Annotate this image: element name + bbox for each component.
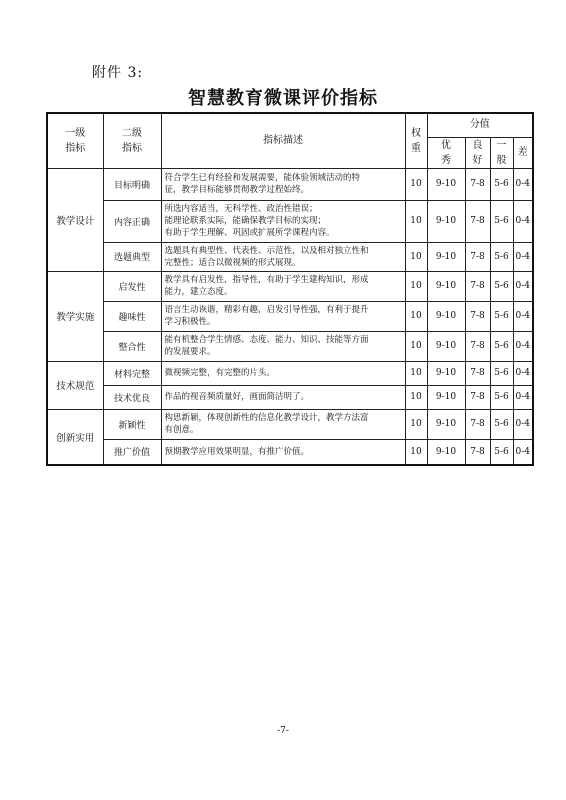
level2-cell: 推广价值 [103, 439, 161, 465]
level1-cell: 技术规范 [47, 361, 103, 409]
description-cell: 作品的视音频质量好，画面简洁明了。 [161, 385, 405, 409]
score-cell: 9-10 [427, 439, 465, 465]
score-cell: 9-10 [427, 168, 465, 200]
level2-cell: 技术优良 [103, 385, 161, 409]
score-cell: 0-4 [513, 439, 533, 465]
score-cell: 5-6 [490, 361, 513, 385]
score-cell: 5-6 [490, 200, 513, 242]
score-cell: 9-10 [427, 242, 465, 271]
score-cell: 7-8 [465, 301, 490, 331]
score-cell: 7-8 [465, 439, 490, 465]
level2-cell: 新颖性 [103, 409, 161, 439]
weight-cell: 10 [405, 409, 427, 439]
description-cell: 能有机整合学生情感、态度、能力、知识、技能等方面 的发展要求。 [161, 331, 405, 361]
score-cell: 9-10 [427, 361, 465, 385]
score-cell: 0-4 [513, 361, 533, 385]
score-cell: 7-8 [465, 361, 490, 385]
score-cell: 5-6 [490, 242, 513, 271]
description-cell: 所选内容适当，无科学性、政治性错误； 能理论联系实际，能确保教学目标的实现； 有助于学生理解、巩固或扩展所学课程内容。 [161, 200, 405, 242]
weight-cell: 10 [405, 439, 427, 465]
score-cell: 5-6 [490, 271, 513, 301]
table-row [47, 200, 533, 242]
score-cell: 9-10 [427, 385, 465, 409]
level1-cell: 创新实用 [47, 409, 103, 465]
page-number: -7- [277, 726, 289, 736]
table-row [47, 242, 533, 271]
score-cell: 0-4 [513, 200, 533, 242]
score-cell: 9-10 [427, 331, 465, 361]
score-cell: 5-6 [490, 331, 513, 361]
level1-cell: 教学实施 [47, 271, 103, 361]
score-cell: 5-6 [490, 168, 513, 200]
document-title: 智慧教育微课评价指标 [188, 88, 378, 109]
level2-cell: 选题典型 [103, 242, 161, 271]
table-row [47, 168, 533, 200]
score-cell: 9-10 [427, 271, 465, 301]
level2-cell: 整合性 [103, 331, 161, 361]
score-cell: 0-4 [513, 271, 533, 301]
description-cell: 符合学生已有经验和发展需要，能体验领域活动的特 征，教学目标能够贯彻教学过程始终。 [161, 168, 405, 200]
weight-cell: 10 [405, 301, 427, 331]
score-cell: 7-8 [465, 271, 490, 301]
level2-cell: 材料完整 [103, 361, 161, 385]
weight-cell: 10 [405, 271, 427, 301]
table-row [47, 361, 533, 385]
table-row [47, 439, 533, 465]
header-level2: 二级 指标 [103, 113, 161, 168]
level1-cell: 教学设计 [47, 168, 103, 271]
header-grade-excellent: 优 秀 [427, 137, 465, 168]
description-cell: 教学具有启发性，指导性，有助于学生建构知识，形成 能力，建立态度。 [161, 271, 405, 301]
score-cell: 7-8 [465, 168, 490, 200]
level2-cell: 目标明确 [103, 168, 161, 200]
weight-cell: 10 [405, 385, 427, 409]
score-cell: 9-10 [427, 301, 465, 331]
score-cell: 0-4 [513, 168, 533, 200]
header-weight: 权 重 [405, 113, 427, 168]
score-cell: 0-4 [513, 331, 533, 361]
level2-cell: 内容正确 [103, 200, 161, 242]
table-row [47, 385, 533, 409]
score-cell: 0-4 [513, 242, 533, 271]
attachment-label: 附件 3: [92, 65, 144, 81]
table-row [47, 409, 533, 439]
score-cell: 0-4 [513, 301, 533, 331]
description-cell: 微视频完整，有完整的片头。 [161, 361, 405, 385]
header-score: 分值 [427, 113, 533, 137]
header-grade-good: 良 好 [465, 137, 490, 168]
header-grade-poor: 差 [513, 137, 533, 168]
table-row [47, 271, 533, 301]
description-cell: 选题具有典型性、代表性、示范性，以及相对独立性和 完整性；适合以微视频的形式展现。 [161, 242, 405, 271]
score-cell: 7-8 [465, 242, 490, 271]
score-cell: 5-6 [490, 409, 513, 439]
score-cell: 7-8 [465, 409, 490, 439]
description-cell: 构思新颖，体现创新性的信息化教学设计，教学方法富 有创意。 [161, 409, 405, 439]
header-description: 指标描述 [161, 113, 405, 168]
score-cell: 5-6 [490, 439, 513, 465]
score-cell: 7-8 [465, 331, 490, 361]
description-cell: 语言生动诙谐，精彩有趣，启发引导性强，有利于提升 学习积极性。 [161, 301, 405, 331]
score-cell: 9-10 [427, 409, 465, 439]
weight-cell: 10 [405, 331, 427, 361]
score-cell: 9-10 [427, 200, 465, 242]
header-level1: 一级 指标 [47, 113, 103, 168]
score-cell: 5-6 [490, 301, 513, 331]
evaluation-table [46, 112, 534, 466]
score-cell: 7-8 [465, 385, 490, 409]
table-row [47, 301, 533, 331]
weight-cell: 10 [405, 361, 427, 385]
score-cell: 0-4 [513, 409, 533, 439]
level2-cell: 趣味性 [103, 301, 161, 331]
level2-cell: 启发性 [103, 271, 161, 301]
description-cell: 预期教学应用效果明显，有推广价值。 [161, 439, 405, 465]
score-cell: 0-4 [513, 385, 533, 409]
weight-cell: 10 [405, 242, 427, 271]
header-grade-average: 一 般 [490, 137, 513, 168]
table-row [47, 331, 533, 361]
score-cell: 7-8 [465, 200, 490, 242]
score-cell: 5-6 [490, 385, 513, 409]
weight-cell: 10 [405, 200, 427, 242]
weight-cell: 10 [405, 168, 427, 200]
